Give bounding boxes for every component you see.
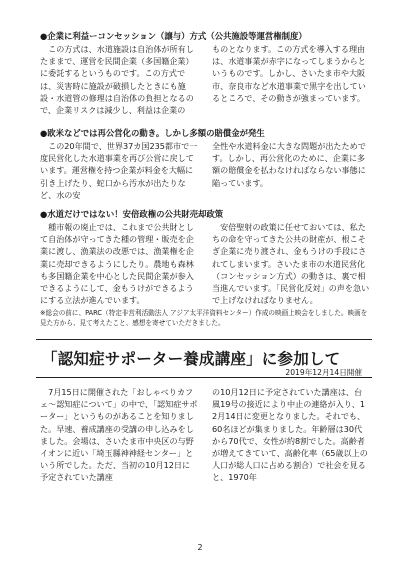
article-date: 2019年12月14日開催 <box>285 368 362 377</box>
section-right-column: ものとなります。この方式を導入する理由は、水道事業が赤字になってしまうからというものです。しかし、さいたま市や大阪市、奈良市など水道事業で黒字を出しているところで、その動きが強まっています。 <box>212 44 366 103</box>
section-right-column: 全性や水道料金に大きな問題が出たためです。しかし、再公営化のために、企業に多額の賠償金を払わなければならない事態に陥っています。 <box>212 141 366 188</box>
section-body-remunicipalization <box>40 140 370 202</box>
article-body <box>40 386 370 536</box>
article-title: 「認知症サポーター養成講座」に参加して <box>42 350 341 368</box>
title-rule-bottom <box>36 377 372 378</box>
section-left-column: 種市報の廃止では、これまで公共財として自治体が守ってきた種の管理・販売を企業に渡し、漁業法の改悪では、漁業権を企業に売却できるようにしたり。農地も森林も多国籍企業を中心とした民間企業が参入できるようにして、金もうけができるようにする立法が進んでいます。 <box>40 222 194 306</box>
article-right-column: の10月12日に予定されていた講座は、台風19号の接近により中止の連絡が入り、12月14日に変更となりました。それでも、60名ほどが集まりました。年齢層は30代から70代で、女性が約8割でした。高齢者が増えてきていて、高齢化率（65歳以上の人口が総人口に占める割合）で社会を見ると、1970年 <box>212 387 368 483</box>
screening-note: ※総会の前に、PARC（特定非営利活動法人 アジア太平洋資料センター）作成の映画上映会をしました。映画を見た方から、見て考えたこと、感想を寄せていただきました。 <box>40 309 368 327</box>
section-heading-public-assets: ●水道だけではない！安倍政権の公共財売却政策 <box>40 209 224 219</box>
section-right-column: 安倍聖射の政策に任せておいては、私たちの命を守ってきた公共の財産が、根こそぎ企業に売り渡され、金もうけの手段にされてしまいます。さいたま市の水道民営化（コンセッション方式）の動きは、裏で相当進んでいます。「民営化反対」の声を急いで上げなければなりません。 <box>212 222 370 306</box>
page-number: 2 <box>197 543 203 552</box>
section-left-column: この方式は、水道施設は自治体が所有したままで、運営を民間企業（多国籍企業）に委託するというものです。この方式では、災害時に施設が破損したときにも施設・水道管の修理は自治体の負担となるので、企業リスクは減少し、利益は企業の <box>40 44 194 116</box>
section-heading-concession: ●企業に利益ーコンセッション（譲与）方式（公共施設等運営権制度） <box>40 31 307 41</box>
section-heading-remunicipalization: ●欧米などでは再公営化の動き。しかし多額の賠償金が発生 <box>40 128 265 138</box>
section-left-column: この20年間で、世界37カ国235都市で一度民営化した水道事業を再び公営に戻しています。運営権を持つ企業が料金を大幅に引き上げたり、蛇口から汚水が出たりなど、水の安 <box>40 141 198 200</box>
title-rule-top <box>36 339 372 340</box>
section-body-concession <box>40 43 370 120</box>
article-left-column: 7月15日に開催された「おしゃべりカフェ～認知症について」の中で、「認知症サポーター」というものがあることを知りました。早速、養成講座の受講の申し込みをしました。会場は、さいたま市中央区の与野イオンに近い「埼玉縣神神経センター」という所でした。ただ、当初の10月12日に予定されていた講座 <box>40 387 198 483</box>
section-body-public-assets <box>40 221 370 307</box>
